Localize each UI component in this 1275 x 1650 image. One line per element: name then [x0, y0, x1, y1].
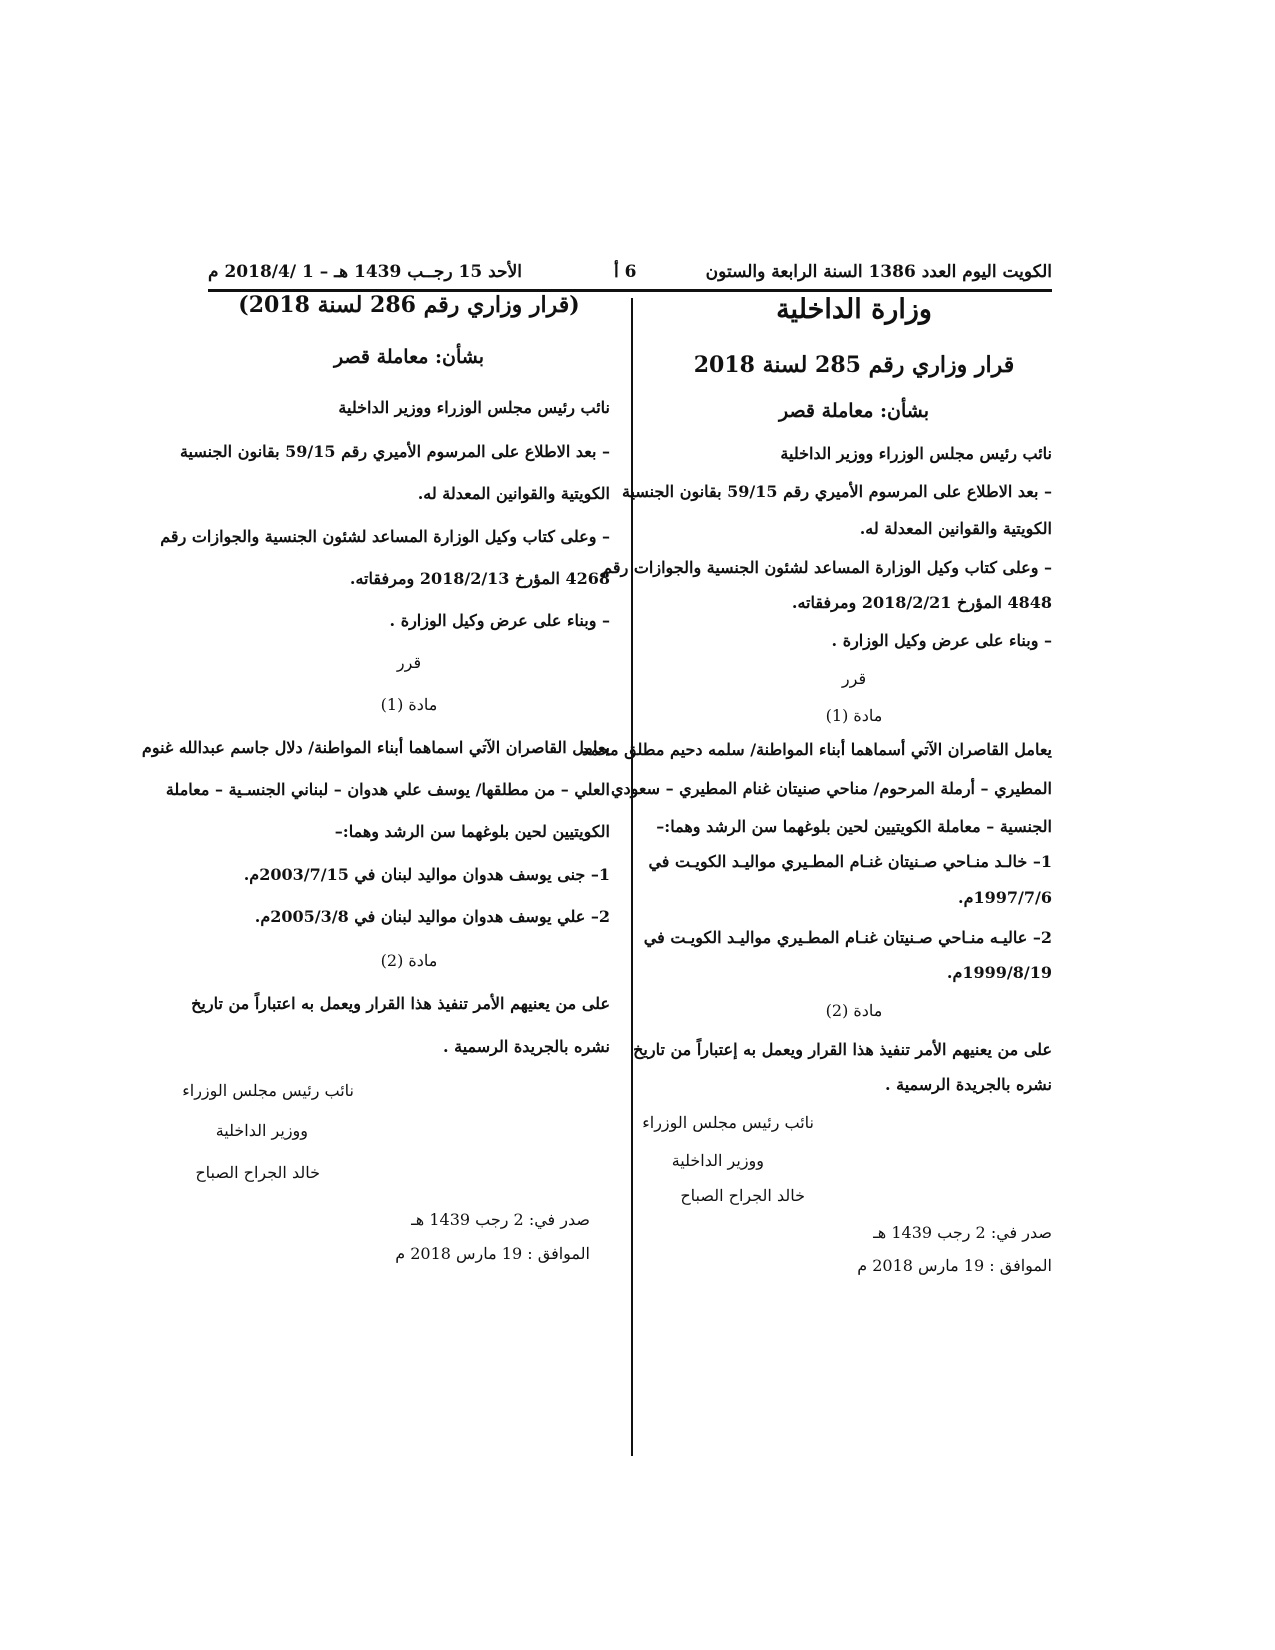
issuer-line: نائب رئيس مجلس الوزراء ووزير الداخلية — [338, 398, 610, 417]
decided-label: قرر — [396, 653, 422, 672]
preamble-line: الكويتية والقوانين المعدلة له. — [859, 519, 1052, 538]
minor-entry: 1997/7/6م. — [958, 888, 1052, 907]
minor-entry: 1– جنى يوسف هدوان مواليد لبنان في 2003/7/15م. — [243, 865, 610, 884]
decision-subject: بشأن: معاملة قصر — [333, 346, 485, 368]
signature-title: ووزير الداخلية — [671, 1151, 764, 1170]
issue-date: الأحد 15 رجــب 1439 هـ – 1 /2018/4 م — [208, 262, 522, 282]
article-heading: مادة (2) — [380, 951, 438, 970]
preamble-line: الكويتية والقوانين المعدلة له. — [417, 484, 610, 503]
signature-title: نائب رئيس مجلس الوزراء — [182, 1081, 354, 1100]
issue-info: الكويت اليوم العدد 1386 السنة الرابعة والستون — [705, 262, 1052, 282]
preamble-line: 4848 المؤرخ 2018/2/21 ومرفقاته. — [791, 593, 1052, 612]
article-heading: مادة (2) — [825, 1001, 883, 1020]
page-number: 6 أ — [614, 262, 637, 282]
article-text: الكويتيين لحين بلوغهما سن الرشد وهما:– — [334, 822, 610, 841]
preamble-line: 4268 المؤرخ 2018/2/13 ومرفقاته. — [349, 569, 610, 588]
minor-entry: 2– علي يوسف هدوان مواليد لبنان في 2005/3/8م. — [254, 907, 610, 926]
column-divider — [631, 298, 633, 1456]
article-text: نشره بالجريدة الرسمية . — [442, 1037, 610, 1056]
preamble-line: – وبناء على عرض وكيل الوزارة . — [831, 631, 1052, 650]
signature-title: ووزير الداخلية — [215, 1121, 308, 1140]
article-text: المطيري – أرملة المرحوم/ مناحي صنيتان غنام المطيري – سعودي — [610, 779, 1052, 798]
article-text: يعامل القاصران الآتي أسماهما أبناء المواطنة/ سلمه دحيم مطلق محمد — [582, 740, 1052, 759]
decision-title: (قرار وزاري رقم 286 لسنة 2018) — [238, 292, 580, 318]
preamble-line: – وعلى كتاب وكيل الوزارة المساعد لشئون الجنسية والجوازات رقم — [160, 527, 610, 546]
issuer-line: نائب رئيس مجلس الوزراء ووزير الداخلية — [780, 444, 1052, 463]
signatory-name: خالد الجراح الصباح — [680, 1186, 805, 1205]
article-text: الجنسية – معاملة الكويتيين لحين بلوغهما سن الرشد وهما:– — [656, 817, 1052, 836]
decision-title: قرار وزاري رقم 285 لسنة 2018 — [693, 352, 1015, 378]
issue-date-hijri: صدر في: 2 رجب 1439 هـ — [873, 1223, 1052, 1242]
article-heading: مادة (1) — [825, 706, 883, 725]
article-text: على من يعنيهم الأمر تنفيذ هذا القرار ويعمل به إعتباراً من تاريخ — [633, 1040, 1052, 1059]
preamble-line: – بعد الاطلاع على المرسوم الأميري رقم 59/15 بقانون الجنسية — [621, 482, 1052, 501]
minor-entry: 1– خالـد منـاحي صـنيتان غنـام المطـيري مواليـد الكويـت في — [648, 852, 1052, 871]
preamble-line: – بعد الاطلاع على المرسوم الأميري رقم 59/15 بقانون الجنسية — [179, 442, 610, 461]
decision-subject: بشأن: معاملة قصر — [778, 400, 930, 422]
article-text: العلي – من مطلقها/ يوسف علي هدوان – لبناني الجنسـية – معاملة — [165, 780, 610, 799]
article-text: على من يعنيهم الأمر تنفيذ هذا القرار ويعمل به اعتباراً من تاريخ — [191, 994, 610, 1013]
decided-label: قرر — [841, 669, 867, 688]
article-text: يعامل القاصران الآتي اسماهما أبناء المواطنة/ دلال جاسم عبدالله غنوم — [141, 738, 610, 757]
issue-date-hijri: صدر في: 2 رجب 1439 هـ — [411, 1210, 590, 1229]
article-text: نشره بالجريدة الرسمية . — [884, 1075, 1052, 1094]
preamble-line: – وعلى كتاب وكيل الوزارة المساعد لشئون الجنسية والجوازات رقم — [602, 558, 1052, 577]
issue-date-gregorian: الموافق : 19 مارس 2018 م — [857, 1256, 1052, 1275]
article-heading: مادة (1) — [380, 695, 438, 714]
signatory-name: خالد الجراح الصباح — [195, 1163, 320, 1182]
preamble-line: – وبناء على عرض وكيل الوزارة . — [389, 611, 610, 630]
minor-entry: 1999/8/19م. — [946, 963, 1052, 982]
issue-date-gregorian: الموافق : 19 مارس 2018 م — [395, 1244, 590, 1263]
ministry-heading: وزارة الداخلية — [776, 294, 932, 325]
signature-title: نائب رئيس مجلس الوزراء — [642, 1113, 814, 1132]
minor-entry: 2– عاليـه منـاحي صـنيتان غنـام المطـيري مواليـد الكويـت في — [643, 928, 1052, 947]
page-header — [208, 258, 1052, 288]
